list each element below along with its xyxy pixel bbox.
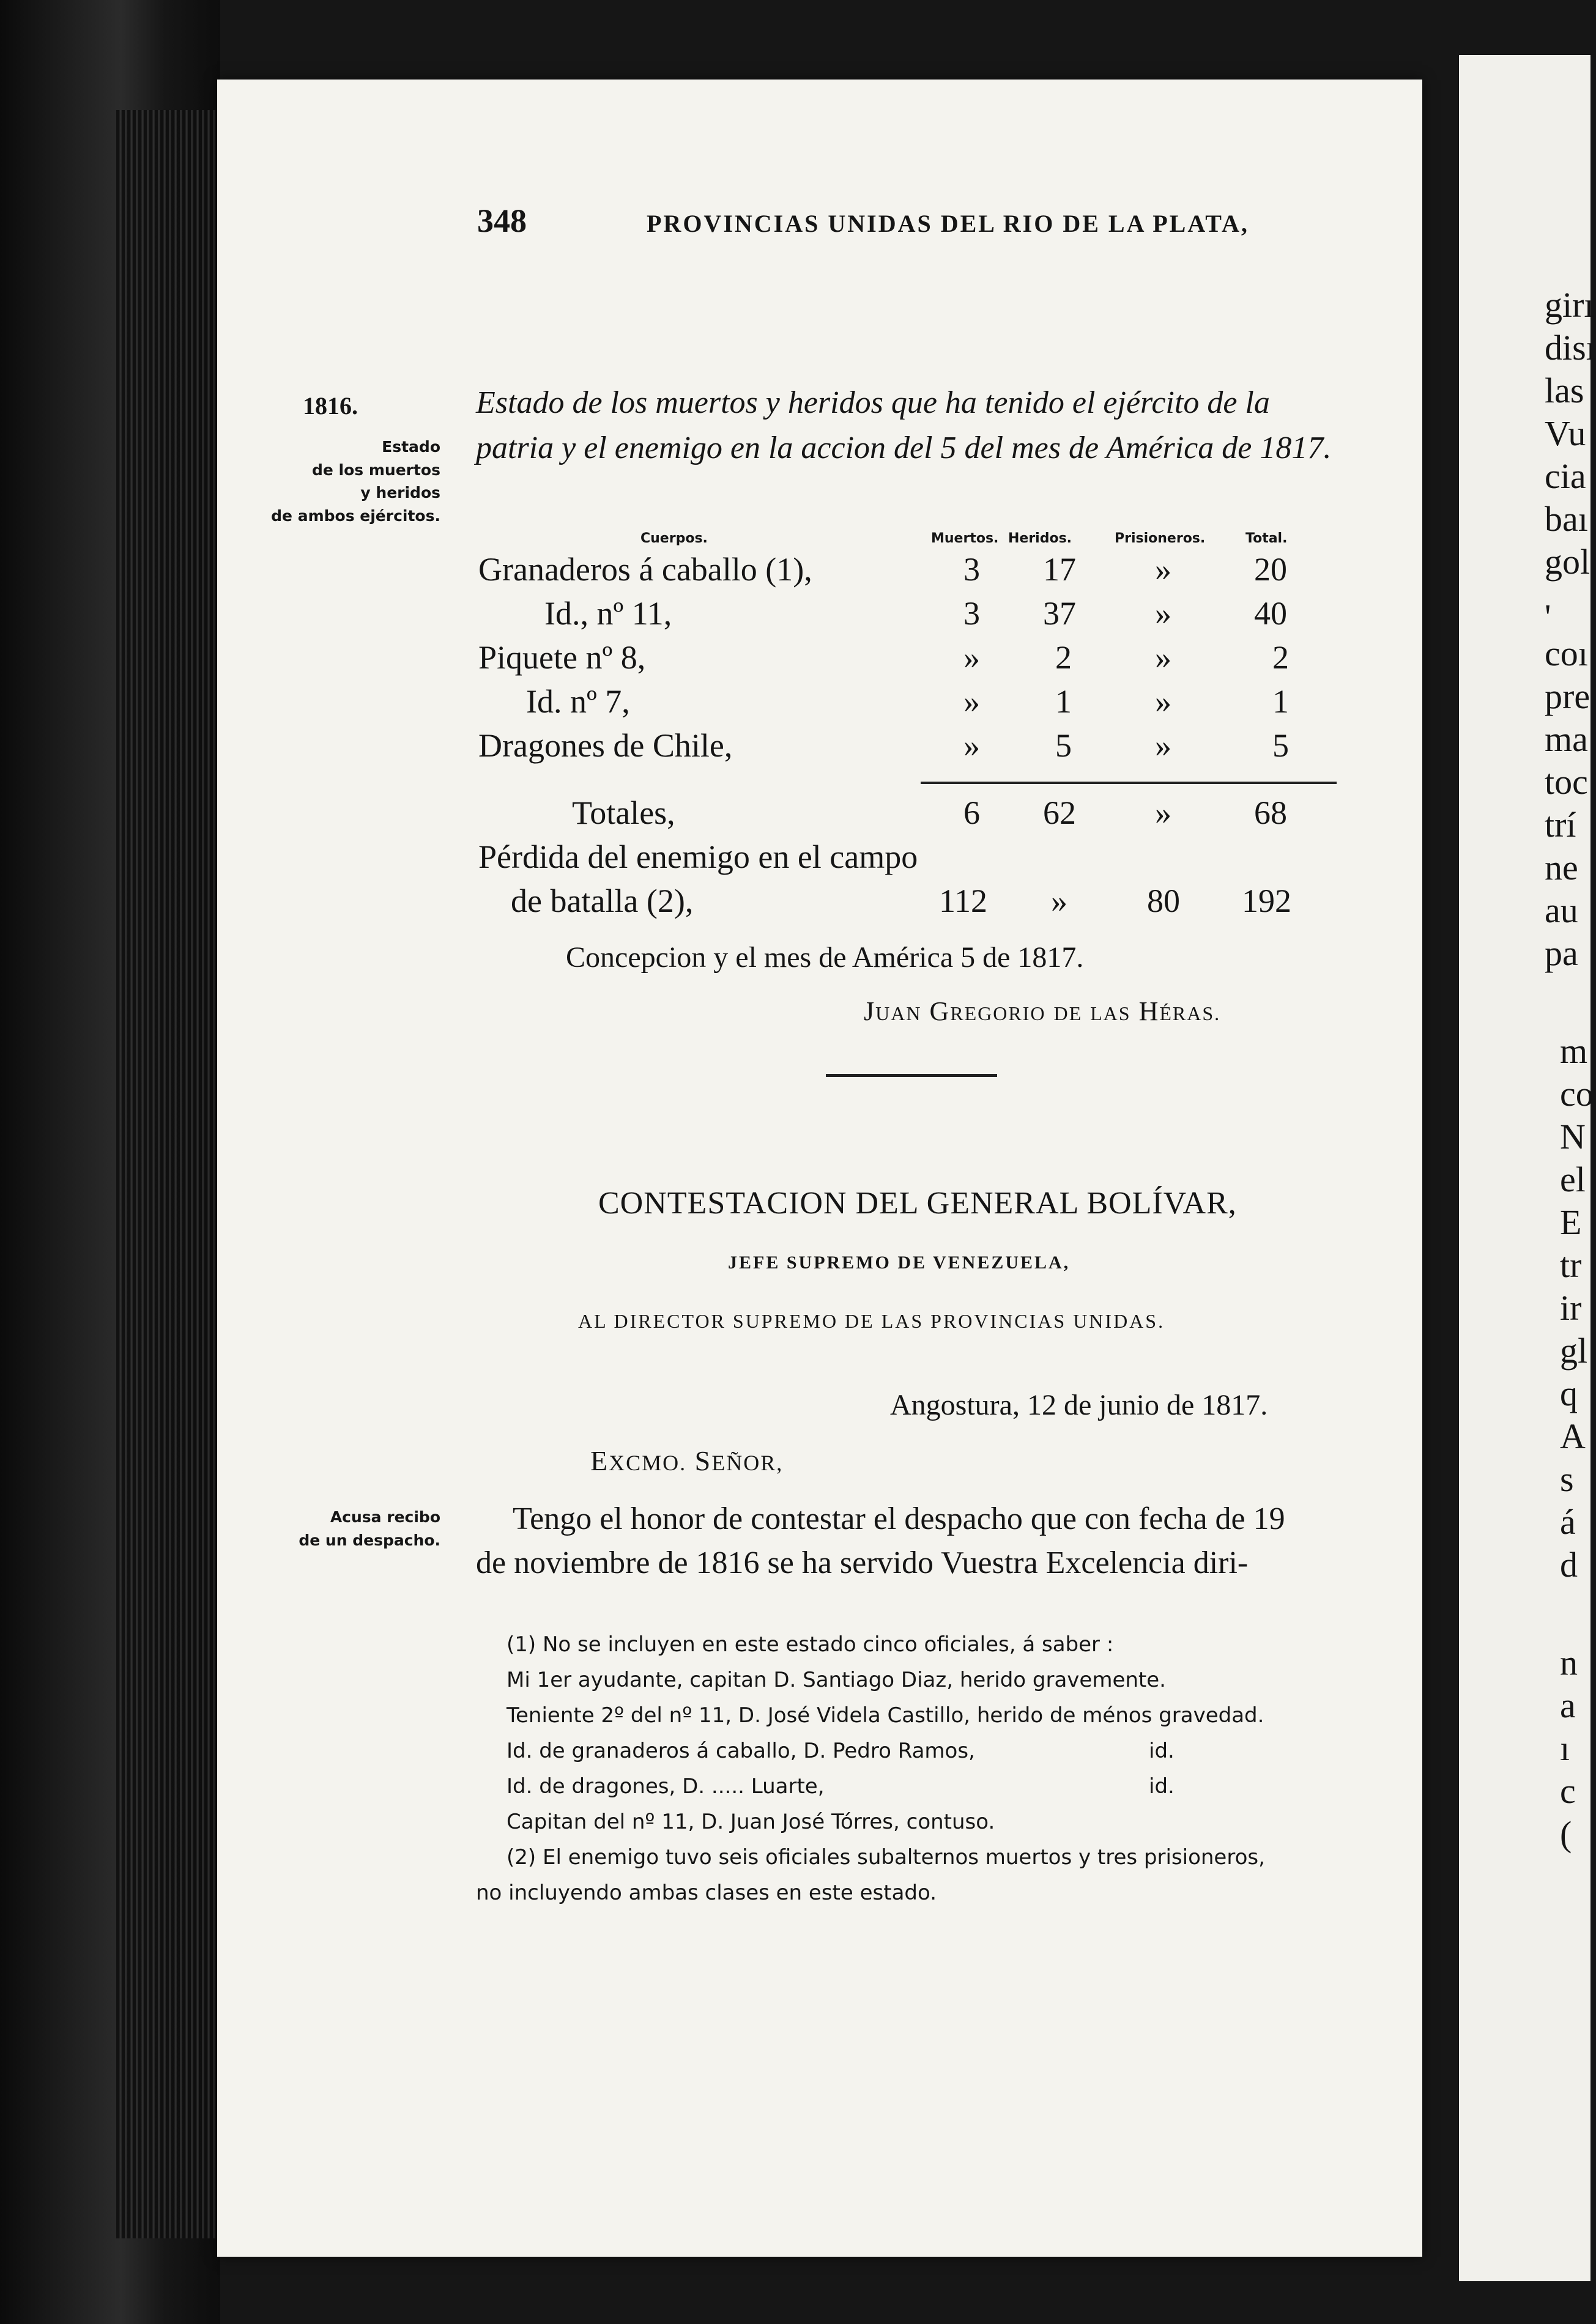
facing-page-fragment: cia [1545, 456, 1586, 496]
footnote-line: Mi 1er ayudante, capitan D. Santiago Diaz, herido gravemente. [507, 1668, 1166, 1692]
row-prisioneros: » [1155, 683, 1171, 720]
row-prisioneros: » [1155, 639, 1171, 676]
table-row [0, 683, 1590, 727]
col-header-prisioneros: Prisioneros. [1115, 531, 1206, 546]
margin-note-line: Estado [382, 438, 440, 456]
col-header-total: Total. [1245, 531, 1288, 546]
row-cuerpo: Piquete nº 8, [478, 639, 646, 676]
col-header-muertos: Muertos. [931, 531, 999, 546]
facing-page-fragment: ( [1560, 1814, 1572, 1854]
facing-page-fragment: gol [1545, 542, 1590, 582]
facing-page-fragment: trí [1545, 805, 1576, 845]
facing-page-fragment: d [1560, 1545, 1578, 1585]
table-row-enemy-values [0, 882, 1590, 930]
row-heridos: 1 [1055, 683, 1072, 720]
margin-note-estado [271, 435, 440, 527]
margin-note-line: de ambos ejércitos. [271, 506, 440, 525]
row-heridos: 37 [1043, 595, 1076, 632]
enemy-label: de batalla (2), [511, 883, 694, 919]
table-row [0, 594, 1590, 638]
section-addressee: AL DIRECTOR SUPREMO DE LAS PROVINCIAS UNIDAS. [578, 1310, 1165, 1332]
row-total: 1 [1272, 683, 1289, 720]
intro-paragraph: Estado de los muertos y heridos que ha tenido el ejército de la patria y el enemigo en la accion del 5 del mes de América de 1817. [476, 385, 1332, 465]
facing-page-fragment: gl [1560, 1331, 1588, 1371]
margin-note-acusa [299, 1506, 440, 1552]
row-total: 192 [1242, 883, 1291, 919]
dateline: Angostura, 12 de junio de 1817. [890, 1389, 1268, 1421]
row-muertos: » [963, 639, 980, 676]
row-heridos: 62 [1043, 794, 1076, 831]
row-muertos: 3 [963, 595, 980, 632]
table-row [0, 634, 1590, 683]
row-heridos: 2 [1055, 639, 1072, 676]
facing-page-fragment: co [1560, 1074, 1594, 1114]
facing-page-fragment: a [1560, 1686, 1576, 1725]
totals-rule [921, 782, 1337, 784]
section-separator [826, 1074, 997, 1077]
body-line: de noviembre de 1816 se ha servido Vuestra Excelencia diri- [476, 1545, 1249, 1580]
row-cuerpo: Id., nº 11, [544, 595, 672, 632]
facing-page-fragment: disı [1545, 328, 1596, 368]
table-row [0, 550, 1590, 594]
row-prisioneros: » [1155, 794, 1171, 831]
table-row-enemy [0, 838, 1590, 882]
margin-note-line: y heridos [360, 484, 440, 501]
facing-page-fragment: A [1560, 1416, 1586, 1456]
row-cuerpo: Granaderos á caballo (1), [478, 551, 812, 588]
facing-page-fragment: ne [1545, 848, 1578, 887]
row-muertos: 112 [939, 883, 987, 919]
footnote-line: no incluyendo ambas clases en este estado. [476, 1881, 937, 1905]
facing-page-fragment: s [1560, 1459, 1574, 1499]
body-line: Tengo el honor de contestar el despacho que con fecha de 19 [513, 1501, 1285, 1536]
row-heridos: 17 [1043, 551, 1076, 588]
facing-page-edge [1459, 55, 1596, 2281]
facing-page-fragment: pa [1545, 933, 1578, 973]
page-edges [116, 110, 223, 2238]
row-heridos: » [1051, 883, 1067, 919]
salutation: EXCMO. SEÑOR, [590, 1445, 784, 1476]
facing-page-fragment: coı [1545, 634, 1588, 673]
row-total: 2 [1272, 639, 1289, 676]
table-row [0, 727, 1590, 771]
row-cuerpo: Dragones de Chile, [478, 727, 733, 764]
row-muertos: » [963, 727, 980, 764]
totals-label: Totales, [572, 794, 675, 831]
margin-year: 1816. [303, 392, 358, 420]
facing-page-fragment: toc [1545, 762, 1588, 802]
facing-page-fragment: E [1560, 1202, 1582, 1242]
facing-page-fragment: pre [1545, 676, 1590, 716]
footnotes [476, 1627, 1345, 1911]
facing-page-fragment: m [1560, 1031, 1588, 1071]
row-total: 5 [1272, 727, 1289, 764]
row-total: 68 [1254, 794, 1287, 831]
row-muertos: » [963, 683, 980, 720]
facing-page-fragment: q [1560, 1374, 1578, 1413]
facing-page-fragment: au [1545, 890, 1578, 930]
facing-page-fragment: c [1560, 1771, 1576, 1811]
place-date: Concepcion y el mes de América 5 de 1817. [566, 941, 1084, 974]
row-total: 40 [1254, 595, 1287, 632]
row-prisioneros: 80 [1147, 883, 1180, 919]
table-row-totals [0, 794, 1590, 838]
row-heridos: 5 [1055, 727, 1072, 764]
facing-page-fragment: baı [1545, 499, 1588, 539]
facing-page-fragment: á [1560, 1502, 1576, 1542]
row-prisioneros: » [1155, 551, 1171, 588]
section-title: CONTESTACION DEL GENERAL BOLÍVAR, [598, 1186, 1237, 1221]
body-text [476, 1497, 1345, 1585]
facing-page-fragment: el [1560, 1160, 1586, 1199]
facing-page-fragment: ma [1545, 719, 1588, 759]
facing-page-fragment: N [1560, 1117, 1586, 1156]
footnote-line: Capitan del nº 11, D. Juan José Tórres, contuso. [507, 1810, 995, 1834]
footnote-line: (2) El enemigo tuvo seis oficiales subalternos muertos y tres prisioneros, [507, 1845, 1265, 1870]
signature: JUAN GREGORIO DE LAS HÉRAS. [864, 996, 1221, 1026]
row-cuerpo: Id. nº 7, [526, 683, 630, 720]
row-muertos: 6 [963, 794, 980, 831]
row-prisioneros: » [1155, 595, 1171, 632]
footnote-line: Teniente 2º del nº 11, D. José Videla Castillo, herido de ménos gravedad. [507, 1703, 1264, 1728]
col-header-cuerpos: Cuerpos. [640, 531, 708, 546]
margin-note-line: de los muertos [311, 461, 440, 479]
facing-page-fragment: Vu [1545, 413, 1586, 453]
row-prisioneros: » [1155, 727, 1171, 764]
margin-note-line: Acusa recibo [330, 1508, 440, 1526]
margin-note-line: de un despacho. [299, 1531, 440, 1549]
facing-page-fragment: girı [1545, 285, 1594, 325]
facing-page-fragment: tr [1560, 1245, 1582, 1285]
footnote-line: Id. de granaderos á caballo, D. Pedro Ramos, id. [507, 1739, 1175, 1763]
facing-page-fragment: ı [1560, 1728, 1570, 1768]
section-subtitle: JEFE SUPREMO DE VENEZUELA, [728, 1253, 1071, 1273]
facing-page-fragment: n [1560, 1643, 1578, 1682]
facing-page-fragment: las [1545, 371, 1584, 410]
enemy-label: Pérdida del enemigo en el campo [478, 838, 918, 875]
page-number: 348 [477, 202, 527, 239]
row-total: 20 [1254, 551, 1287, 588]
row-muertos: 3 [963, 551, 980, 588]
facing-page-fragment: ir [1560, 1288, 1582, 1328]
col-header-heridos: Heridos. [1008, 531, 1072, 546]
footnote-line: Id. de dragones, D. ..... Luarte, id. [507, 1774, 1175, 1799]
running-title: PROVINCIAS UNIDAS DEL RIO DE LA PLATA, [647, 210, 1249, 237]
footnote-line: (1) No se incluyen en este estado cinco oficiales, á saber : [507, 1632, 1114, 1657]
facing-page-fragment: ' [1545, 597, 1551, 637]
